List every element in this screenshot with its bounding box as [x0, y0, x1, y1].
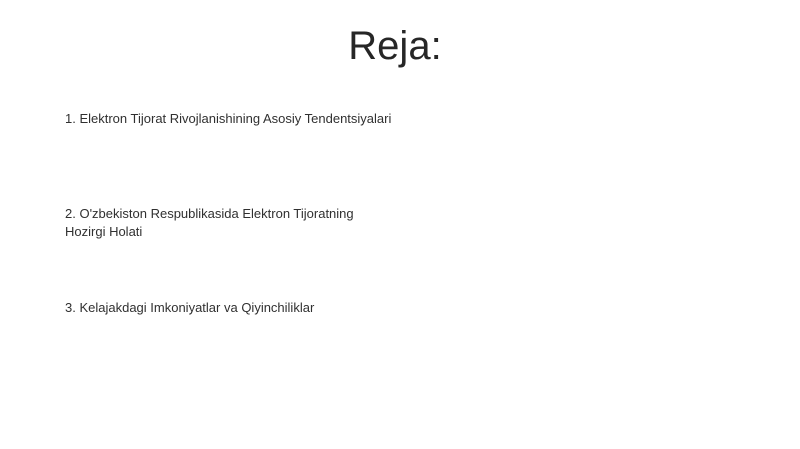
agenda-item-1: 1. Elektron Tijorat Rivojlanishining Asosiy Tendentsiyalari — [65, 111, 392, 126]
agenda-item-3: 3. Kelajakdagi Imkoniyatlar va Qiyinchiliklar — [65, 300, 315, 315]
slide-title: Reja: — [348, 24, 442, 68]
agenda-item-2: 2. O'zbekiston Respublikasida Elektron Tijoratning Hozirgi Holati — [65, 206, 354, 239]
